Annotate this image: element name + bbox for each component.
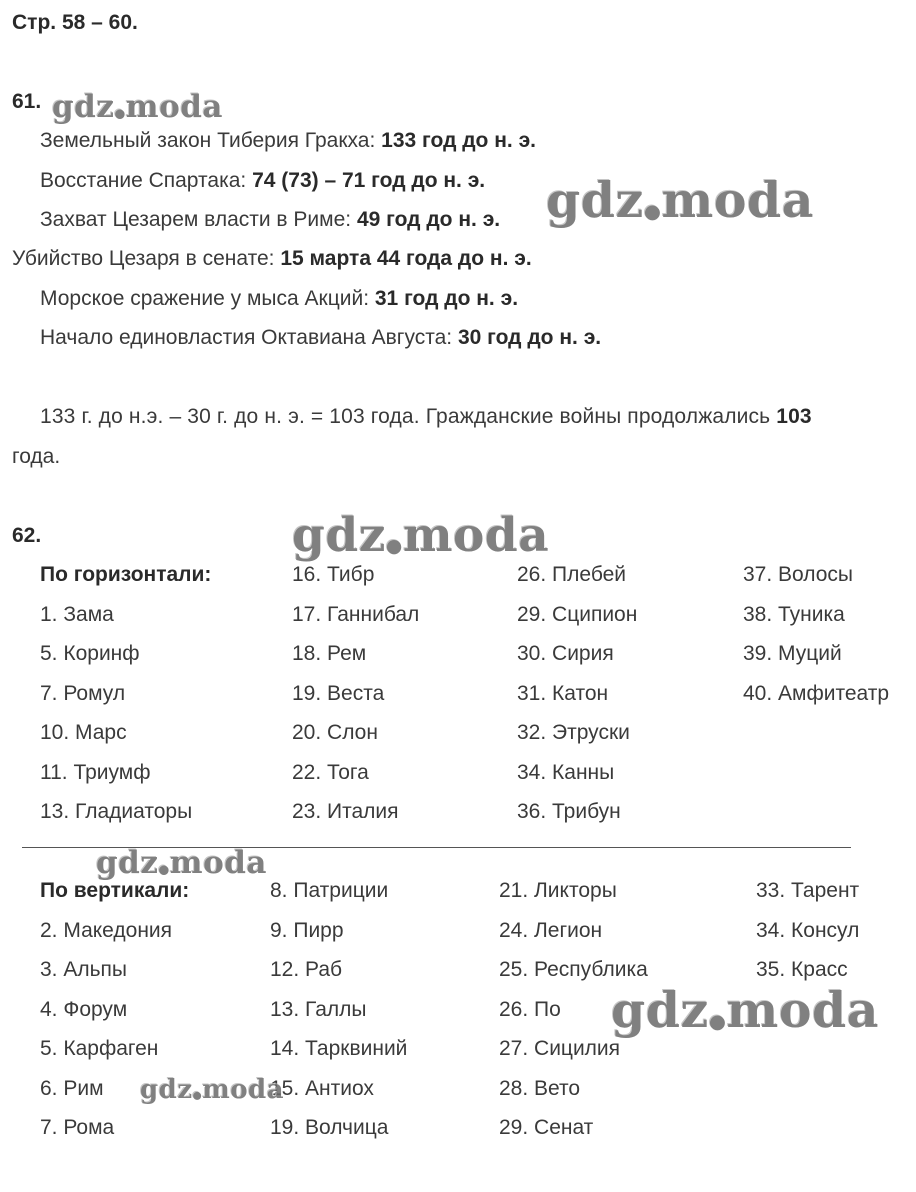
crossword-answer: 12. Раб bbox=[270, 958, 343, 981]
crossword-answer: 39. Муций bbox=[743, 642, 842, 665]
watermark-logo: gdz●moda bbox=[292, 508, 550, 563]
watermark-logo: gdz●moda bbox=[611, 981, 880, 1039]
event-date: 49 год до н. э. bbox=[356, 208, 501, 231]
task-61-number: 61. bbox=[12, 90, 42, 113]
crossword-answer: 37. Волосы bbox=[743, 563, 854, 586]
crossword-answer: 26. Плебей bbox=[517, 563, 627, 586]
crossword-answer: 35. Красс bbox=[756, 958, 848, 981]
crossword-answer: 23. Италия bbox=[292, 800, 399, 823]
crossword-answer: 21. Ликторы bbox=[499, 879, 617, 902]
crossword-answer: 15. Антиох bbox=[270, 1077, 374, 1100]
crossword-answer: 24. Легион bbox=[499, 919, 603, 942]
event-date: 74 (73) – 71 год до н. э. bbox=[252, 169, 486, 192]
crossword-answer: 36. Трибун bbox=[517, 800, 621, 823]
crossword-answer: 5. Карфаген bbox=[40, 1037, 159, 1060]
crossword-answer: 10. Марс bbox=[40, 721, 127, 744]
crossword-answer: 1. Зама bbox=[40, 603, 114, 626]
crossword-answer: 7. Ромул bbox=[40, 682, 126, 705]
calc-text: 133 г. до н.э. – 30 г. до н. э. = 103 года. Гражданские войны продолжались bbox=[40, 405, 771, 428]
event-date: 15 марта 44 года до н. э. bbox=[280, 247, 532, 270]
event-line bbox=[40, 288, 518, 309]
crossword-answer: 22. Тога bbox=[292, 761, 369, 784]
crossword-answer: 5. Коринф bbox=[40, 642, 140, 665]
crossword-answer: 9. Пирр bbox=[270, 919, 344, 942]
crossword-answer: 25. Республика bbox=[499, 958, 648, 981]
event-line bbox=[40, 209, 500, 230]
watermark-logo: gdz●moda bbox=[546, 171, 815, 229]
vertical-heading: По вертикали: bbox=[40, 879, 190, 902]
crossword-answer: 13. Галлы bbox=[270, 998, 367, 1021]
watermark-logo: gdz●moda bbox=[140, 1075, 285, 1105]
crossword-answer: 33. Тарент bbox=[756, 879, 860, 902]
event-line bbox=[12, 248, 532, 269]
event-date: 31 год до н. э. bbox=[374, 287, 519, 310]
watermark-logo: gdz●moda bbox=[96, 845, 268, 881]
crossword-answer: 34. Канны bbox=[517, 761, 615, 784]
page-title: Стр. 58 – 60. bbox=[12, 11, 138, 34]
event-label: Морское сражение у мыса Акций: bbox=[40, 287, 370, 310]
crossword-answer: 27. Сицилия bbox=[499, 1037, 621, 1060]
event-line bbox=[40, 327, 601, 348]
crossword-answer: 28. Вето bbox=[499, 1077, 581, 1100]
crossword-answer: 26. По bbox=[499, 998, 561, 1021]
calc-end: года. bbox=[12, 445, 61, 468]
crossword-answer: 3. Альпы bbox=[40, 958, 128, 981]
crossword-answer: 6. Рим bbox=[40, 1077, 104, 1100]
event-label: Начало единовластия Октавиана Августа: bbox=[40, 326, 453, 349]
event-label: Убийство Цезаря в сенате: bbox=[12, 247, 275, 270]
calc-result: 103 bbox=[776, 405, 812, 428]
crossword-answer: 11. Триумф bbox=[40, 761, 151, 784]
watermark-logo: gdz●moda bbox=[52, 89, 224, 125]
crossword-answer: 20. Слон bbox=[292, 721, 378, 744]
event-label: Земельный закон Тиберия Гракха: bbox=[40, 129, 376, 152]
crossword-answer: 19. Волчица bbox=[270, 1116, 389, 1139]
crossword-answer: 19. Веста bbox=[292, 682, 385, 705]
event-line bbox=[40, 130, 536, 151]
horizontal-heading: По горизонтали: bbox=[40, 563, 212, 586]
event-label: Восстание Спартака: bbox=[40, 169, 247, 192]
crossword-answer: 29. Сципион bbox=[517, 603, 638, 626]
crossword-answer: 18. Рем bbox=[292, 642, 367, 665]
crossword-answer: 34. Консул bbox=[756, 919, 860, 942]
event-line bbox=[40, 170, 485, 191]
crossword-answer: 17. Ганнибал bbox=[292, 603, 420, 626]
crossword-answer: 40. Амфитеатр bbox=[743, 682, 890, 705]
event-date: 30 год до н. э. bbox=[457, 326, 602, 349]
crossword-answer: 4. Форум bbox=[40, 998, 128, 1021]
task-62-number: 62. bbox=[12, 524, 42, 547]
crossword-answer: 2. Македония bbox=[40, 919, 173, 942]
crossword-answer: 14. Тарквиний bbox=[270, 1037, 408, 1060]
event-date: 133 год до н. э. bbox=[381, 129, 537, 152]
crossword-answer: 38. Туника bbox=[743, 603, 845, 626]
crossword-answer: 8. Патриции bbox=[270, 879, 389, 902]
crossword-answer: 16. Тибр bbox=[292, 563, 375, 586]
crossword-answer: 31. Катон bbox=[517, 682, 609, 705]
crossword-answer: 13. Гладиаторы bbox=[40, 800, 193, 823]
crossword-answer: 30. Сирия bbox=[517, 642, 614, 665]
crossword-answer: 29. Сенат bbox=[499, 1116, 594, 1139]
crossword-answer: 32. Этруски bbox=[517, 721, 630, 744]
crossword-answer: 7. Рома bbox=[40, 1116, 115, 1139]
event-label: Захват Цезарем власти в Риме: bbox=[40, 208, 352, 231]
calc-line bbox=[40, 406, 812, 427]
